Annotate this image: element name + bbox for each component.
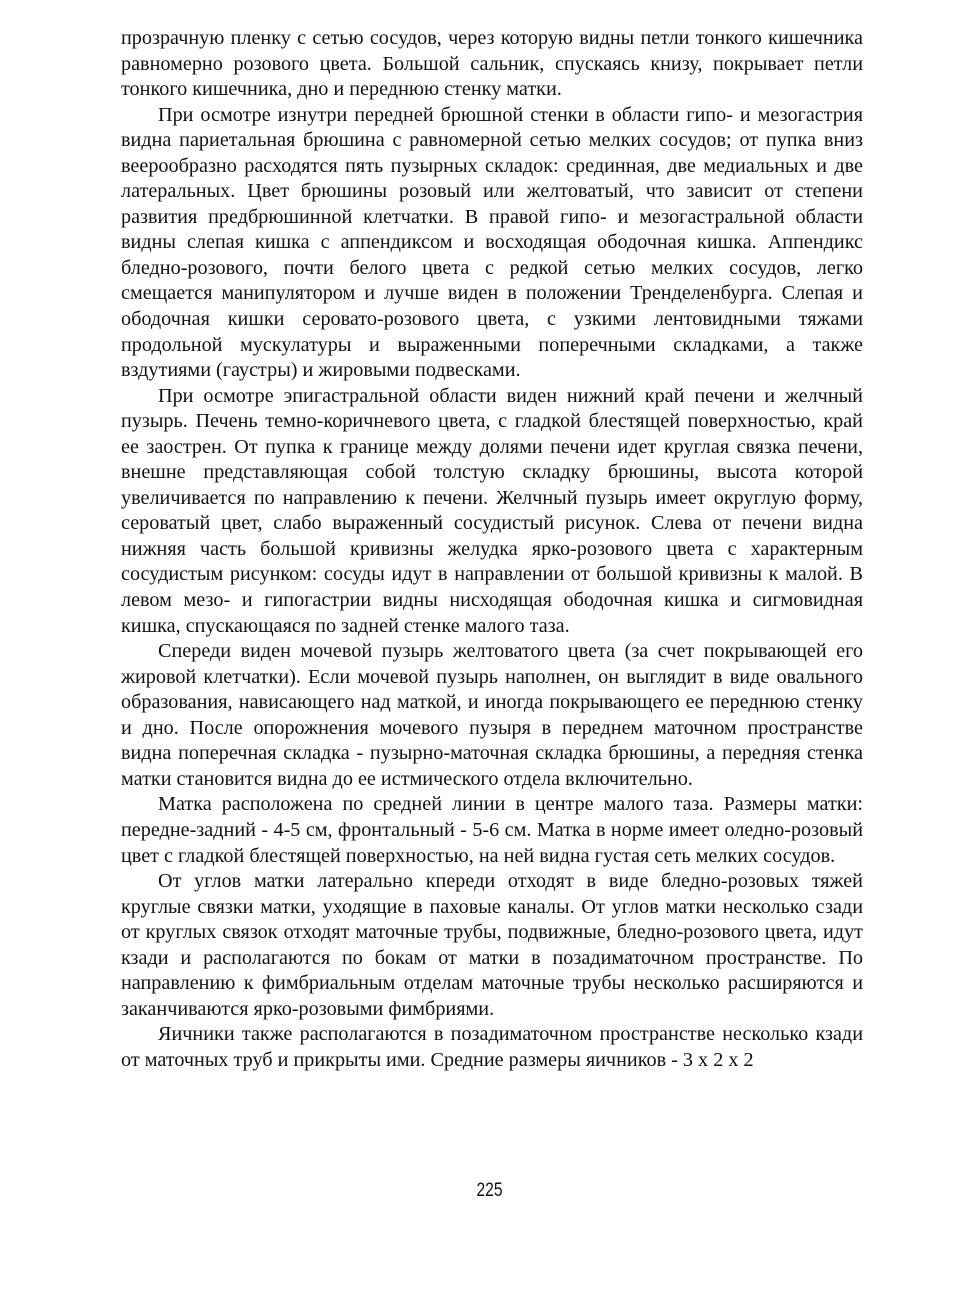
paragraph-ovaries: Яичники также располагаются в позадиматочном пространстве несколько кзади от маточных труб и прикрыты ими. Средние размеры яичников - 3 х 2 х 2 [121,1023,863,1071]
paragraph-continuation: прозрачную пленку с сетью сосудов, через которую видны петли тонкого кишечника равномерно розового цвета. Большой сальник, спускаясь книзу, покрывает петли тонкого кишечника, дно и переднюю стенку матки. [121,27,863,101]
paragraph-abdominal-wall: При осмотре изнутри передней брюшной стенки в области гипо- и мезогастрия видна париетальная брюшина с равномерной сетью мелких сосудов; от пупка вниз веерообразно расходятся пять пузырных складок: срединная, две медиальных и две латеральных. Цвет брюшины розовый или желтоватый, что зависит от степени развития предбрюшинной клетчатки. В правой гипо- и мезогастральной области видны слепая кишка с аппендиксом и восходящая ободочная кишка. Аппендикс бледно-розового, почти белого цвета с редкой сетью мелких сосудов, легко смещается манипулятором и лучше виден в положении Тренделенбурга. Слепая и ободочная кишки серовато-розового цвета, с узкими лентовидными тяжами продольной мускулатуры и выраженными поперечными складками, а также вздутиями (гаустры) и жировыми подвесками. [121,103,863,382]
paragraph-bladder: Спереди виден мочевой пузырь желтоватого цвета (за счет покрывающей его жировой клетчатки). Если мочевой пузырь наполнен, он выглядит в виде овального образования, нависающего над маткой, и иногда покрывающего ее переднюю стенку и дно. После опорожнения мочевого пузыря в переднем маточном пространстве видна поперечная складка - пузырно-маточная складка брюшины, а передняя стенка матки становится видна до ее истмического отдела включительно. [121,640,863,790]
paragraph-epigastric: При осмотре эпигастральной области виден нижний край печени и желчный пузырь. Печень темно-коричневого цвета, с гладкой блестящей поверхностью, край ее заострен. От пупка к границе между долями печени идет круглая связка печени, внешне представляющая собой толстую складку брюшины, высота которой увеличивается по направлению к печени. Желчный пузырь имеет округлую форму, сероватый цвет, слабо выраженный сосудистый рисунок. Слева от печени видна нижняя часть большой кривизны желудка ярко-розового цвета с характерным сосудистым рисунком: сосуды идут в направлении от большой кривизны к малой. В левом мезо- и гипогастрии видны нисходящая ободочная кишка и сигмовидная кишка, спускающаяся по задней стенке малого таза. [121,384,863,637]
paragraph-uterus: Матка расположена по средней линии в центре малого таза. Размеры матки: передне-задний - 4-5 см, фронтальный - 5-6 см. Матка в норме имеет оледно-розовый цвет с гладкой блестящей поверхностью, на ней видна густая сеть мелких сосудов. [121,793,863,867]
page-number: 225 [476,1180,503,1201]
paragraph-tubes: От углов матки латерально кпереди отходят в виде бледно-розовых тяжей круглые связки матки, уходящие в паховые каналы. От углов матки несколько сзади от круглых связок отходят маточные трубы, подвижные, бледно-розового цвета, идут кзади и располагаются по бокам от матки в позадиматочном пространстве. По направлению к фимбриальным отделам маточные трубы несколько расширяются и заканчиваются ярко-розовыми фимбриями. [121,870,863,1020]
body-text [121,26,863,1073]
